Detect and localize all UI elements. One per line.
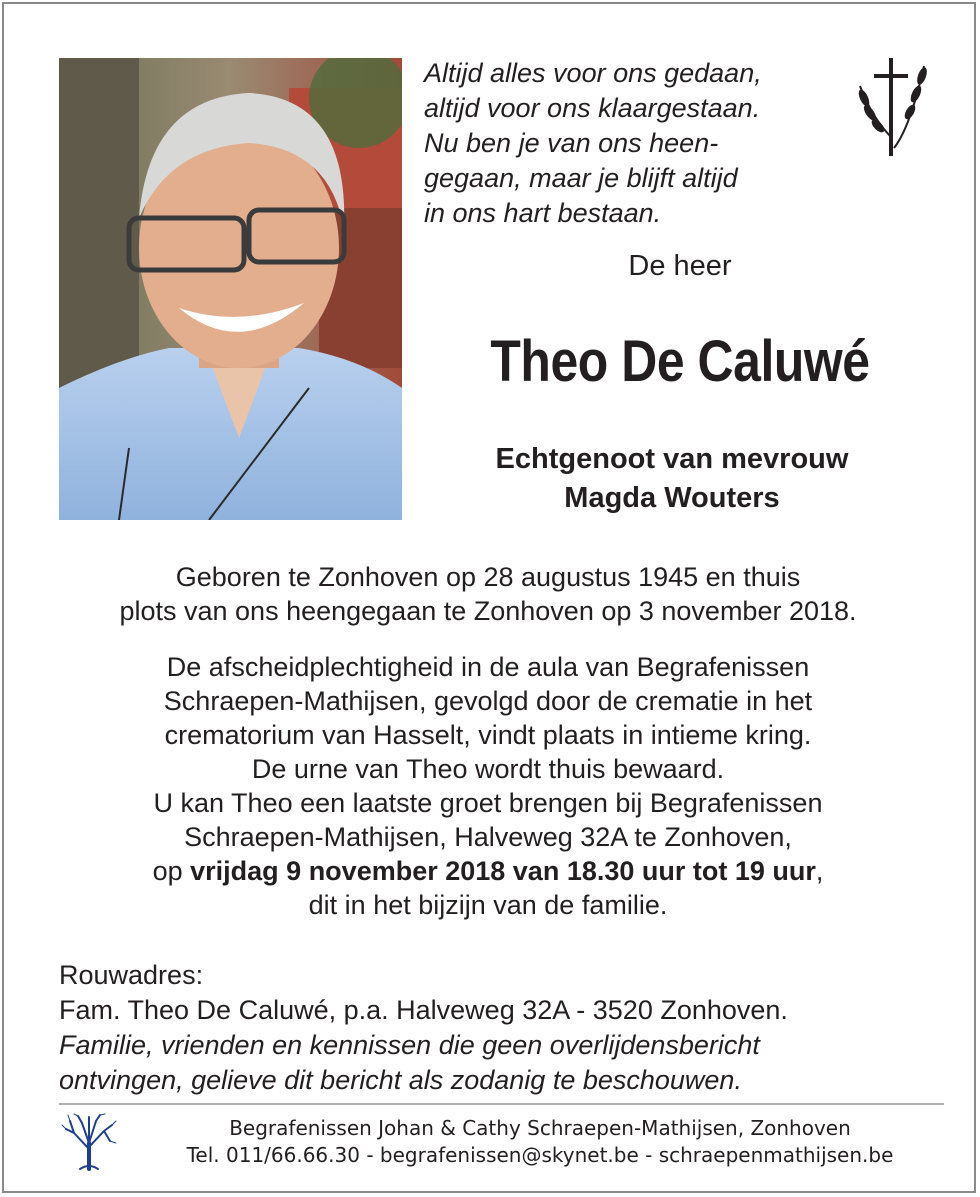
rouwadres-block: [59, 958, 788, 1098]
visit-prefix: op: [152, 856, 191, 886]
cross-with-wheat-icon: [852, 58, 932, 158]
rouwadres-label: Rouwadres:: [59, 960, 204, 990]
ceremony-line-4: De urne van Theo wordt thuis bewaard.: [251, 754, 725, 784]
family-line: dit in het bijzijn van de familie.: [308, 890, 668, 920]
birth-line-2: plots van ons heengegaan te Zonhoven op 3 november 2018.: [119, 596, 857, 626]
honorific: De heer: [628, 250, 732, 282]
notice-line-1: Familie, vrienden en kennissen die geen overlijdensbericht: [59, 1030, 760, 1060]
spouse-name: Magda Wouters: [564, 482, 780, 514]
ceremony-line-1: De afscheidplechtigheid in de aula van Begrafenissen: [166, 652, 810, 682]
visit-line: [0, 854, 976, 888]
portrait-photo: [59, 58, 402, 520]
footer-divider: [59, 1103, 944, 1105]
ceremony-line-2: Schraepen-Mathijsen, gevolgd door de crematie in het: [163, 686, 813, 716]
birth-line-1: Geboren te Zonhoven op 28 augustus 1945 en thuis: [175, 562, 801, 592]
ceremony-line-5: U kan Theo een laatste groet brengen bij Begrafenissen: [153, 788, 823, 818]
visit-datetime: vrijdag 9 november 2018 van 18.30 uur tot 19 uur: [190, 856, 816, 886]
visit-suffix: ,: [815, 856, 824, 886]
rouwadres-address: Fam. Theo De Caluwé, p.a. Halveweg 32A - 3520 Zonhoven.: [59, 995, 788, 1025]
spouse-line-1: Echtgenoot van mevrouw: [495, 443, 849, 475]
deceased-name: Theo De Caluwé: [490, 329, 870, 394]
notice-line-2: ontvingen, gelieve dit bericht als zodanig te beschouwen.: [59, 1065, 742, 1095]
memorial-poem: Altijd alles voor ons gedaan, altijd voor ons klaargestaan. Nu ben je van ons heen- gegaan, maar je blijft altijd in ons hart bestaan.: [424, 58, 762, 228]
ceremony-info: [0, 650, 976, 922]
funeral-home-contact: Tel. 011/66.66.30 - begrafenissen@skynet.be - schraepenmathijsen.be: [186, 1143, 894, 1167]
ceremony-line-6: Schraepen-Mathijsen, Halveweg 32A te Zonhoven,: [184, 822, 792, 852]
spouse-info: [430, 440, 914, 518]
funeral-home-name: Begrafenissen Johan & Cathy Schraepen-Mathijsen, Zonhoven: [229, 1116, 851, 1140]
ceremony-line-3: crematorium van Hasselt, vindt plaats in intieme kring.: [164, 720, 812, 750]
birth-death-info: [0, 560, 976, 628]
